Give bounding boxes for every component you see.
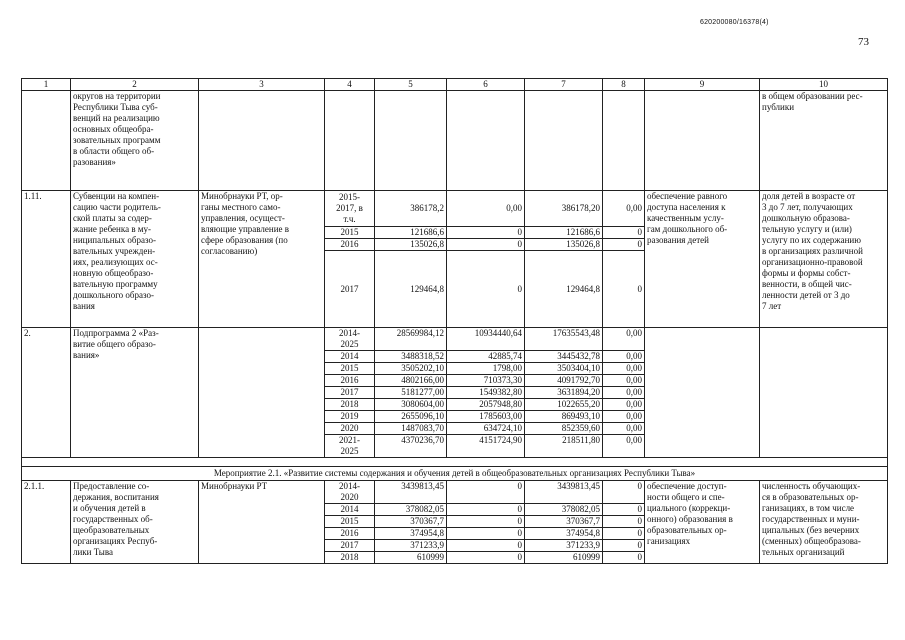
cell-line: щеобразовательных bbox=[73, 525, 150, 535]
amount-federal: 10934440,64 bbox=[447, 328, 525, 351]
cell-line: циального (коррекци- bbox=[647, 503, 731, 513]
year bbox=[325, 239, 375, 251]
amount-total: 5181277,00 bbox=[375, 387, 447, 399]
cell-line: Республики Тыва суб- bbox=[73, 102, 158, 112]
cell-line: новную общеобразо- bbox=[73, 268, 154, 278]
cell-line: вательную программу bbox=[73, 279, 158, 289]
cell-line: ниципальных образо- bbox=[73, 235, 156, 245]
cell-line: основных общеобра- bbox=[73, 124, 154, 134]
cell-line: витие общего образо- bbox=[73, 339, 156, 349]
event-title: Мероприятие 2.1. «Развитие системы содержания и обучения детей в общеобразовательных организациях Республики Тыва» bbox=[22, 467, 888, 481]
year bbox=[325, 191, 375, 227]
amount-federal: 1798,00 bbox=[447, 363, 525, 375]
cell-line: ленности детей от 3 до bbox=[762, 290, 850, 300]
amount-federal: 1549382,80 bbox=[447, 387, 525, 399]
amount-federal: 0 bbox=[447, 540, 525, 552]
amount-total: 135026,8 bbox=[375, 239, 447, 251]
cell-line: государственных и муни- bbox=[762, 514, 860, 524]
amount-other: 0 bbox=[603, 516, 645, 528]
amount-federal: 0 bbox=[447, 528, 525, 540]
item-name bbox=[71, 481, 199, 564]
amount-federal: 0 bbox=[447, 481, 525, 504]
amount-federal: 634724,10 bbox=[447, 423, 525, 435]
executor bbox=[199, 328, 325, 458]
amount-total: 378082,05 bbox=[375, 504, 447, 516]
cell-line: сацию части родитель- bbox=[73, 202, 161, 212]
cell-line: в области общего об- bbox=[73, 146, 155, 156]
amount-other: 0 bbox=[603, 552, 645, 564]
year bbox=[325, 481, 375, 504]
amount-republic: 17635543,48 bbox=[525, 328, 603, 351]
amount-total: 4802166,00 bbox=[375, 375, 447, 387]
year bbox=[325, 552, 375, 564]
amount-republic: 135026,8 bbox=[525, 239, 603, 251]
cell-line: 2017, в bbox=[336, 203, 363, 213]
cell-line: 3 до 7 лет, получающих bbox=[762, 202, 853, 212]
cell-line: качественным услу- bbox=[647, 213, 724, 223]
cell-line: образовательных ор- bbox=[647, 525, 727, 535]
indicator bbox=[760, 481, 888, 564]
cell-line: ности общего и спе- bbox=[647, 492, 725, 502]
cell-line: 2016 bbox=[340, 528, 359, 538]
event-row bbox=[22, 467, 888, 481]
year bbox=[325, 504, 375, 516]
year bbox=[325, 516, 375, 528]
cell-line: держания, воспитания bbox=[73, 492, 159, 502]
amount-total: 1487083,70 bbox=[375, 423, 447, 435]
cell-line: 2020 bbox=[340, 423, 359, 433]
amount-republic: 129464,8 bbox=[525, 251, 603, 328]
table-cell bbox=[603, 91, 645, 191]
cell-line: 2014- bbox=[339, 328, 360, 338]
cell-line: гам дошкольного об- bbox=[647, 224, 728, 234]
amount-federal: 0 bbox=[447, 552, 525, 564]
amount-total: 3505202,10 bbox=[375, 363, 447, 375]
year bbox=[325, 351, 375, 363]
cell-line: 2015 bbox=[340, 227, 359, 237]
amount-republic: 610999 bbox=[525, 552, 603, 564]
executor bbox=[199, 481, 325, 564]
amount-republic: 371233,9 bbox=[525, 540, 603, 552]
year bbox=[325, 423, 375, 435]
table-cell bbox=[22, 458, 888, 467]
table-cell bbox=[199, 91, 325, 191]
amount-other: 0,00 bbox=[603, 351, 645, 363]
cell-line: ся в образовательных ор- bbox=[762, 492, 859, 502]
cell-line: организационно-правовой bbox=[762, 257, 863, 267]
cell-line: 2015 bbox=[340, 363, 359, 373]
indicator bbox=[760, 328, 888, 458]
expected-result bbox=[645, 481, 760, 564]
amount-total: 370367,7 bbox=[375, 516, 447, 528]
cell-line: 2020 bbox=[340, 492, 359, 502]
cell-line: т.ч. bbox=[343, 214, 356, 224]
cell-line: дошкольную образова- bbox=[762, 213, 850, 223]
amount-other: 0 bbox=[603, 504, 645, 516]
table-row bbox=[22, 481, 888, 504]
cell-line: доступа населения к bbox=[647, 202, 726, 212]
cell-line: 2017 bbox=[340, 540, 359, 550]
amount-republic: 374954,8 bbox=[525, 528, 603, 540]
cell-line: округов на территории bbox=[73, 91, 161, 101]
column-header: 10 bbox=[760, 79, 888, 91]
amount-republic: 852359,60 bbox=[525, 423, 603, 435]
amount-republic: 3439813,45 bbox=[525, 481, 603, 504]
amount-other: 0 bbox=[603, 528, 645, 540]
amount-federal: 0,00 bbox=[447, 191, 525, 227]
cell-line: Минобрнауки РТ, ор- bbox=[201, 191, 283, 201]
cell-line: численность обучающих- bbox=[762, 481, 861, 491]
cell-line: 2021- bbox=[339, 435, 360, 445]
cell-line: тельных организаций bbox=[762, 547, 845, 557]
table-body bbox=[22, 79, 888, 564]
amount-republic: 869493,10 bbox=[525, 411, 603, 423]
table-row bbox=[22, 328, 888, 351]
column-header: 4 bbox=[325, 79, 375, 91]
amount-federal: 4151724,90 bbox=[447, 435, 525, 458]
amount-total: 2655096,10 bbox=[375, 411, 447, 423]
column-header: 6 bbox=[447, 79, 525, 91]
cell-line: обеспечение доступ- bbox=[647, 481, 727, 491]
amount-other: 0 bbox=[603, 540, 645, 552]
cell-line: в общем образовании рес- bbox=[762, 91, 863, 101]
amount-federal: 0 bbox=[447, 251, 525, 328]
table-cell bbox=[325, 91, 375, 191]
table-cell bbox=[375, 91, 447, 191]
cell-line: ганизациях bbox=[647, 536, 691, 546]
amount-republic: 121686,6 bbox=[525, 227, 603, 239]
table-row bbox=[22, 191, 888, 227]
amount-other: 0 bbox=[603, 227, 645, 239]
amount-federal: 1785603,00 bbox=[447, 411, 525, 423]
amount-federal: 0 bbox=[447, 227, 525, 239]
spacer-row bbox=[22, 458, 888, 467]
cell-line: вательных учрежден- bbox=[73, 246, 156, 256]
cell-line: 2017 bbox=[340, 387, 359, 397]
year bbox=[325, 375, 375, 387]
cell-line: разования детей bbox=[647, 235, 709, 245]
amount-other: 0,00 bbox=[603, 328, 645, 351]
cell-line: 2014- bbox=[339, 481, 360, 491]
cell-line: 2016 bbox=[340, 239, 359, 249]
expected-result bbox=[645, 328, 760, 458]
cell-line: доля детей в возрасте от bbox=[762, 191, 856, 201]
cell-line: 2015 bbox=[340, 516, 359, 526]
item-number: 2. bbox=[22, 328, 71, 458]
indicator bbox=[760, 191, 888, 328]
table-cell bbox=[645, 91, 760, 191]
table-cell bbox=[22, 91, 71, 191]
cell-line: (сменных) общеобразова- bbox=[762, 536, 861, 546]
column-header: 5 bbox=[375, 79, 447, 91]
amount-other: 0,00 bbox=[603, 399, 645, 411]
cell-line: 2025 bbox=[340, 339, 359, 349]
item-name bbox=[71, 328, 199, 458]
column-header: 7 bbox=[525, 79, 603, 91]
cell-line: онного) образования в bbox=[647, 514, 733, 524]
amount-total: 121686,6 bbox=[375, 227, 447, 239]
cell-line: вания bbox=[73, 301, 95, 311]
executor bbox=[199, 191, 325, 328]
amount-republic: 4091792,70 bbox=[525, 375, 603, 387]
amount-republic: 218511,80 bbox=[525, 435, 603, 458]
cell-line: Подпрограмма 2 «Раз- bbox=[73, 328, 159, 338]
column-header: 3 bbox=[199, 79, 325, 91]
year bbox=[325, 227, 375, 239]
amount-other: 0 bbox=[603, 251, 645, 328]
amount-federal: 0 bbox=[447, 516, 525, 528]
amount-republic: 3445432,78 bbox=[525, 351, 603, 363]
year bbox=[325, 251, 375, 328]
amount-republic: 3503404,10 bbox=[525, 363, 603, 375]
cell-line: Предоставление со- bbox=[73, 481, 150, 491]
amount-total: 386178,2 bbox=[375, 191, 447, 227]
cell-line: разования» bbox=[73, 157, 116, 167]
cell-line: Субвенции на компен- bbox=[73, 191, 160, 201]
cell-line: ганы местного само- bbox=[201, 202, 281, 212]
amount-total: 3488318,52 bbox=[375, 351, 447, 363]
year bbox=[325, 328, 375, 351]
amount-total: 3080604,00 bbox=[375, 399, 447, 411]
amount-other: 0 bbox=[603, 239, 645, 251]
cell-line: и обучения детей в bbox=[73, 503, 146, 513]
cell-line: вания» bbox=[73, 350, 100, 360]
expected-result bbox=[645, 191, 760, 328]
cell-line: 2018 bbox=[340, 552, 359, 562]
year bbox=[325, 540, 375, 552]
amount-republic: 386178,20 bbox=[525, 191, 603, 227]
amount-republic: 370367,7 bbox=[525, 516, 603, 528]
cell-line: 2016 bbox=[340, 375, 359, 385]
cell-line: лики Тыва bbox=[73, 547, 113, 557]
cell-line: венций на реализацию bbox=[73, 113, 160, 123]
year bbox=[325, 435, 375, 458]
year bbox=[325, 387, 375, 399]
item-number: 1.11. bbox=[22, 191, 71, 328]
amount-total: 4370236,70 bbox=[375, 435, 447, 458]
cell-line: вляющие управление в bbox=[201, 224, 290, 234]
year bbox=[325, 363, 375, 375]
cell-line: 2015- bbox=[339, 192, 360, 202]
cell-line: дошкольного образо- bbox=[73, 290, 155, 300]
amount-other: 0,00 bbox=[603, 423, 645, 435]
cell-line: 2019 bbox=[340, 411, 359, 421]
table-cell bbox=[447, 91, 525, 191]
amount-total: 129464,8 bbox=[375, 251, 447, 328]
amount-other: 0,00 bbox=[603, 375, 645, 387]
amount-other: 0,00 bbox=[603, 363, 645, 375]
year bbox=[325, 528, 375, 540]
year bbox=[325, 399, 375, 411]
cell-line: 2018 bbox=[340, 399, 359, 409]
cell-line: зовательных программ bbox=[73, 135, 161, 145]
cell-line: в организациях различной bbox=[762, 246, 863, 256]
cell-line: согласованию) bbox=[201, 246, 258, 256]
amount-federal: 0 bbox=[447, 504, 525, 516]
cell-line: ганизациях, в том числе bbox=[762, 503, 855, 513]
item-name bbox=[71, 91, 199, 191]
item-number: 2.1.1. bbox=[22, 481, 71, 564]
table-cell bbox=[525, 91, 603, 191]
cell-line: тельную услугу и (или) bbox=[762, 224, 852, 234]
amount-total: 28569984,12 bbox=[375, 328, 447, 351]
amount-total: 3439813,45 bbox=[375, 481, 447, 504]
table-row bbox=[22, 91, 888, 191]
cell-line: жание ребенка в му- bbox=[73, 224, 152, 234]
cell-line: ципальных (без вечерних bbox=[762, 525, 860, 535]
amount-other: 0,00 bbox=[603, 435, 645, 458]
cell-line: 2025 bbox=[340, 446, 359, 456]
amount-other: 0 bbox=[603, 481, 645, 504]
amount-total: 371233,9 bbox=[375, 540, 447, 552]
cell-line: 7 лет bbox=[762, 301, 782, 311]
amount-republic: 378082,05 bbox=[525, 504, 603, 516]
cell-line: услугу по их содержанию bbox=[762, 235, 861, 245]
column-header: 9 bbox=[645, 79, 760, 91]
cell-line: организациях Респуб- bbox=[73, 536, 158, 546]
cell-line: сфере образования (по bbox=[201, 235, 288, 245]
cell-line: обеспечение равного bbox=[647, 191, 728, 201]
amount-other: 0,00 bbox=[603, 411, 645, 423]
indicator bbox=[760, 91, 888, 191]
page-number: 73 bbox=[858, 36, 869, 48]
cell-line: формы и формы собст- bbox=[762, 268, 851, 278]
program-table bbox=[21, 78, 888, 564]
amount-federal: 2057948,80 bbox=[447, 399, 525, 411]
header-row bbox=[22, 79, 888, 91]
cell-line: государственных об- bbox=[73, 514, 153, 524]
amount-federal: 710373,30 bbox=[447, 375, 525, 387]
amount-republic: 1022655,20 bbox=[525, 399, 603, 411]
cell-line: Минобрнауки РТ bbox=[201, 481, 268, 491]
amount-other: 0,00 bbox=[603, 191, 645, 227]
amount-total: 610999 bbox=[375, 552, 447, 564]
item-name bbox=[71, 191, 199, 328]
column-header: 8 bbox=[603, 79, 645, 91]
amount-other: 0,00 bbox=[603, 387, 645, 399]
amount-federal: 0 bbox=[447, 239, 525, 251]
year bbox=[325, 411, 375, 423]
cell-line: 2017 bbox=[340, 283, 359, 294]
cell-line: управления, осущест- bbox=[201, 213, 285, 223]
amount-republic: 3631894,20 bbox=[525, 387, 603, 399]
cell-line: 2014 bbox=[340, 504, 359, 514]
cell-line: 2014 bbox=[340, 351, 359, 361]
cell-line: публики bbox=[762, 102, 795, 112]
cell-line: ской платы за содер- bbox=[73, 213, 152, 223]
amount-total: 374954,8 bbox=[375, 528, 447, 540]
document-code: 620200080/16378(4) bbox=[700, 19, 769, 26]
cell-line: иях, реализующих ос- bbox=[73, 257, 158, 267]
column-header: 1 bbox=[22, 79, 71, 91]
column-header: 2 bbox=[71, 79, 199, 91]
amount-federal: 42885,74 bbox=[447, 351, 525, 363]
cell-line: венности, в общей чис- bbox=[762, 279, 852, 289]
